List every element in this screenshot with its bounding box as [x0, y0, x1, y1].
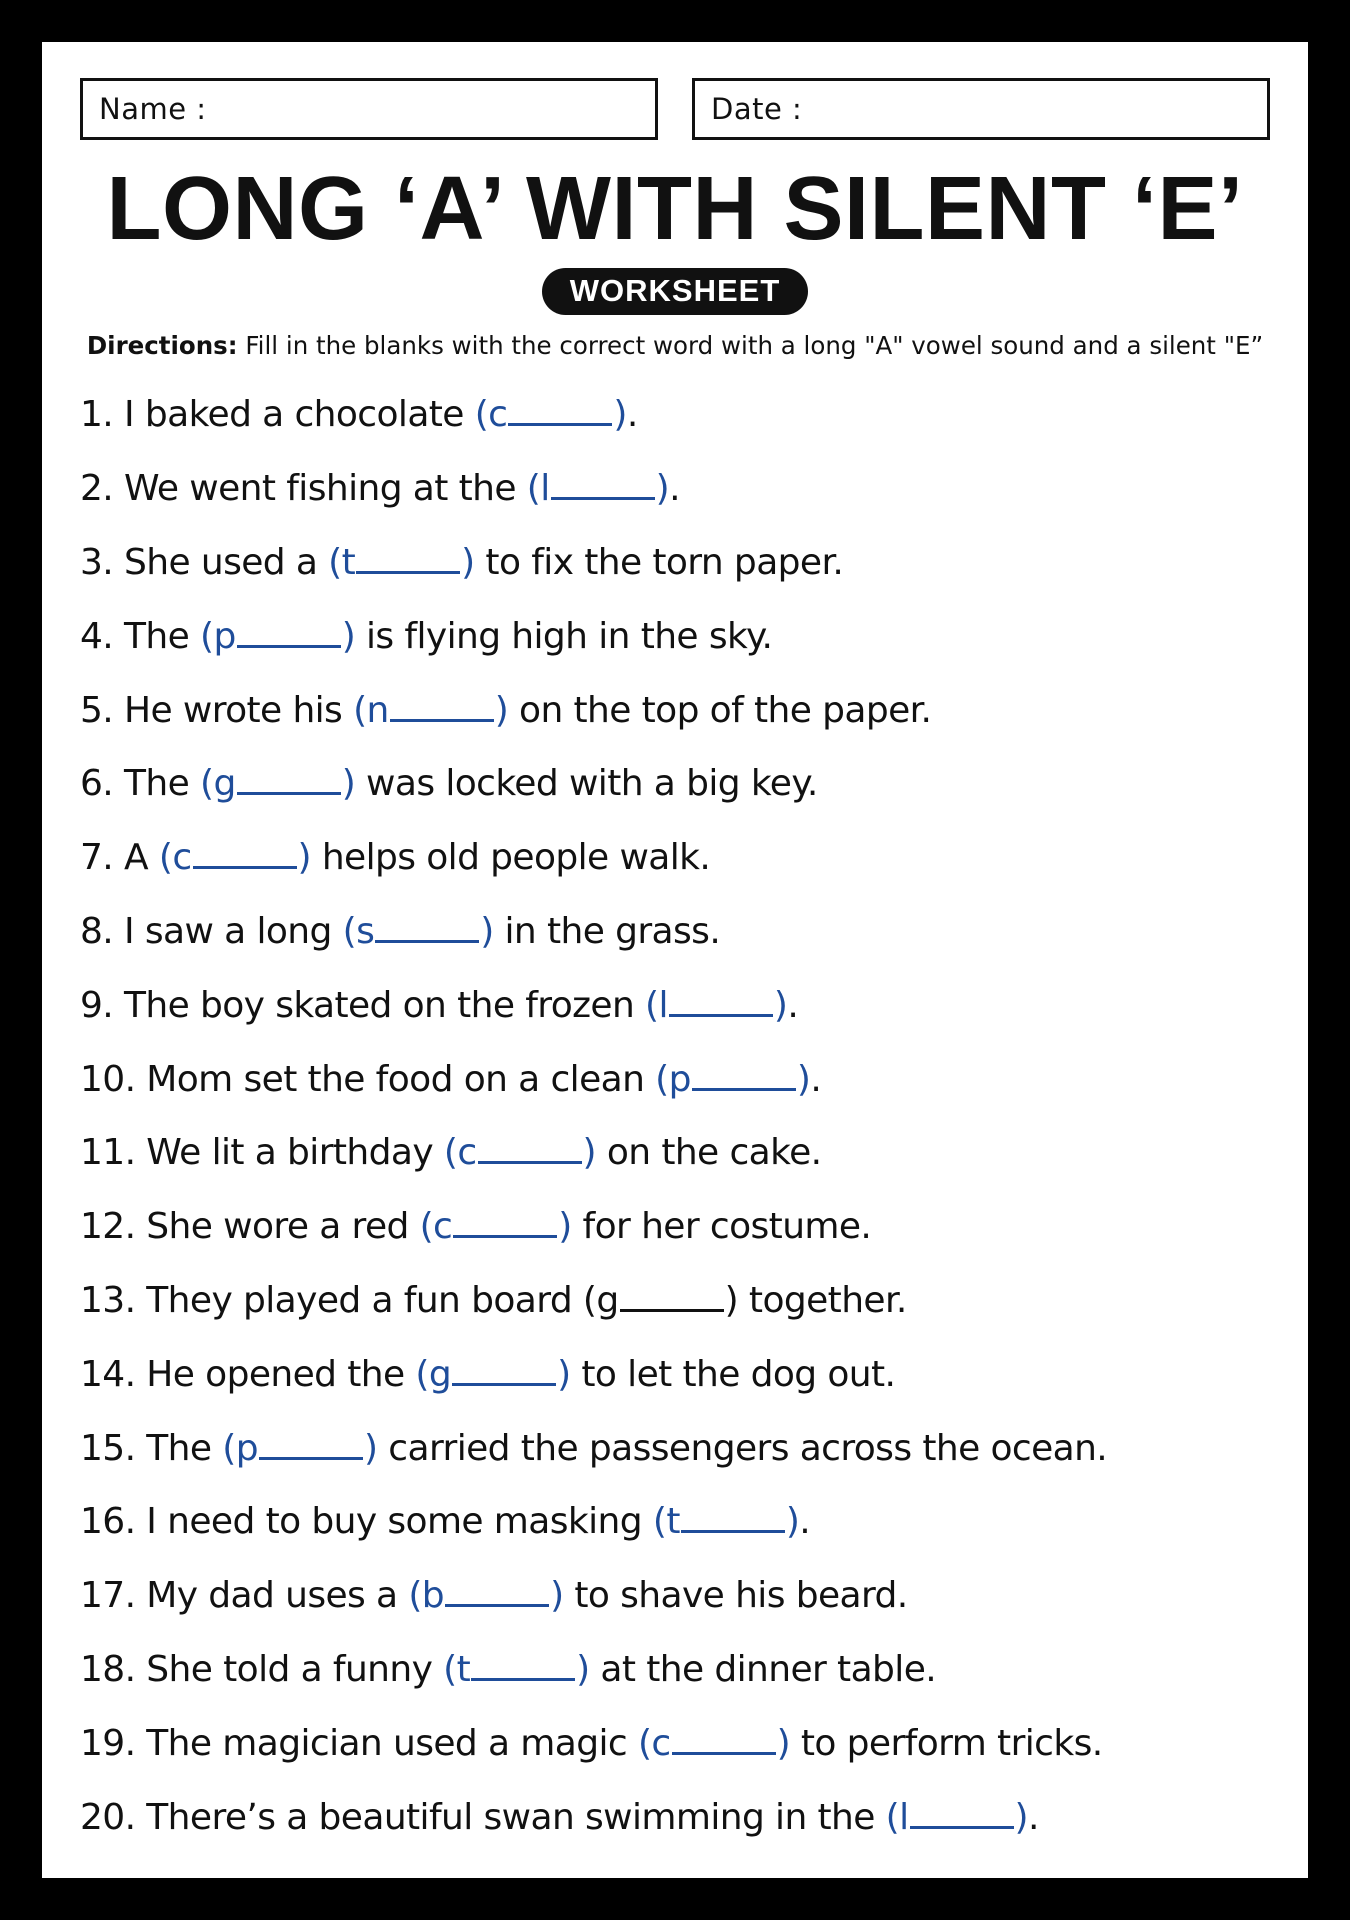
blank-line[interactable]: [471, 1652, 575, 1681]
blank-close-paren: ): [613, 394, 627, 436]
blank-close-paren: ): [364, 1427, 378, 1469]
blank-open-paren: (: [474, 394, 489, 436]
question-item: [80, 968, 1270, 1042]
blank-hint-letter: c: [488, 394, 508, 436]
blank-close-paren: ): [785, 1501, 800, 1543]
blank-hint-letter: p: [235, 1427, 259, 1469]
question-item: [80, 1559, 1270, 1633]
blank-line[interactable]: [672, 1726, 776, 1755]
question-item: [80, 1337, 1270, 1411]
question-text-after: carried the passengers across the ocean.: [377, 1427, 1108, 1469]
blank-hint-letter: l: [899, 1796, 909, 1838]
question-item: [80, 673, 1270, 747]
question-text-after: to shave his beard.: [563, 1575, 908, 1617]
question-text-after: .: [1027, 1796, 1039, 1838]
question-item: [80, 1116, 1270, 1190]
blank-close-paren: ): [557, 1353, 571, 1395]
question-text-before: 3. She used a: [80, 541, 329, 583]
question-text-after: .: [810, 1058, 822, 1100]
blank-open-paren: (: [353, 689, 367, 731]
question-text-after: is flying high in the sky.: [355, 615, 773, 657]
question-text-after: together.: [738, 1279, 907, 1321]
question-text-before: 13. They played a fun board: [80, 1279, 583, 1321]
question-item: [80, 599, 1270, 673]
question-text-after: .: [787, 984, 799, 1026]
blank-close-paren: ): [776, 1722, 791, 1764]
question-text-after: on the top of the paper.: [508, 689, 932, 731]
blank-close-paren: ): [773, 984, 788, 1026]
blank-close-paren: ): [461, 541, 475, 583]
date-field[interactable]: [692, 78, 1270, 140]
blank-hint-letter: t: [456, 1648, 471, 1690]
blank-open-paren: (: [645, 984, 659, 1026]
question-item: [80, 747, 1270, 821]
name-field[interactable]: [80, 78, 658, 140]
blank-line[interactable]: [237, 766, 341, 795]
blank-close-paren: ): [796, 1058, 811, 1100]
blank-close-paren: ): [480, 910, 494, 952]
question-item: [80, 1264, 1270, 1338]
blank-open-paren: (: [526, 468, 541, 510]
blank-open-paren: (: [582, 1279, 597, 1321]
blank-line[interactable]: [478, 1135, 582, 1164]
question-item: [80, 1411, 1270, 1485]
question-item: [80, 1633, 1270, 1707]
blank-open-paren: (: [652, 1501, 667, 1543]
answer-blank[interactable]: [200, 616, 355, 657]
date-input[interactable]: [802, 80, 1267, 138]
question-text-before: 15. The: [80, 1427, 223, 1469]
answer-blank[interactable]: [886, 1797, 1028, 1838]
answer-blank[interactable]: [583, 1280, 738, 1321]
blank-hint-letter: t: [666, 1501, 680, 1543]
question-item: [80, 821, 1270, 895]
question-text-after: helps old people walk.: [310, 837, 711, 879]
blank-close-paren: ): [550, 1575, 564, 1617]
directions-label: Directions:: [86, 331, 238, 360]
blank-line[interactable]: [453, 1209, 557, 1238]
blank-hint-letter: c: [651, 1722, 671, 1764]
blank-hint-letter: g: [428, 1353, 452, 1395]
question-text-before: 1. I baked a chocolate: [80, 394, 475, 436]
question-text-before: 16. I need to buy some masking: [80, 1501, 653, 1543]
blank-close-paren: ): [341, 615, 356, 657]
question-text-before: 8. I saw a long: [80, 910, 343, 952]
question-text-before: 6. The: [80, 763, 200, 805]
blank-hint-letter: b: [421, 1575, 445, 1617]
blank-line[interactable]: [375, 914, 479, 943]
answer-blank[interactable]: [408, 1575, 563, 1616]
blank-open-paren: (: [443, 1648, 457, 1690]
blank-close-paren: ): [558, 1206, 572, 1248]
answer-blank[interactable]: [415, 1354, 570, 1395]
question-text-after: .: [799, 1501, 811, 1543]
question-item: [80, 1780, 1270, 1854]
blank-line[interactable]: [910, 1800, 1014, 1829]
answer-blank[interactable]: [328, 542, 474, 583]
question-item: [80, 1042, 1270, 1116]
blank-line[interactable]: [259, 1431, 363, 1460]
question-text-before: 7. A: [80, 837, 159, 879]
header-fields: [80, 78, 1270, 140]
answer-blank[interactable]: [444, 1132, 596, 1173]
question-item: [80, 526, 1270, 600]
question-text-after: at the dinner table.: [589, 1648, 937, 1690]
question-text-after: for her costume.: [571, 1206, 872, 1248]
question-item: [80, 1485, 1270, 1559]
question-text-after: on the cake.: [596, 1132, 822, 1174]
blank-open-paren: (: [443, 1132, 458, 1174]
blank-close-paren: ): [494, 689, 509, 731]
blank-open-paren: (: [415, 1353, 429, 1395]
blank-open-paren: (: [885, 1796, 900, 1838]
question-text-before: 14. He opened the: [80, 1353, 416, 1395]
question-text-before: 11. We lit a birthday: [80, 1132, 444, 1174]
question-text-after: was locked with a big key.: [355, 763, 818, 805]
blank-hint-letter: p: [213, 615, 236, 657]
blank-open-paren: (: [158, 837, 173, 879]
blank-open-paren: (: [637, 1722, 652, 1764]
blank-line[interactable]: [551, 471, 655, 500]
answer-blank[interactable]: [222, 1428, 377, 1469]
answer-blank[interactable]: [645, 985, 787, 1026]
page-title: LONG ‘A’ WITH SILENT ‘E’: [106, 159, 1244, 259]
name-label: Name :: [99, 92, 207, 126]
blank-open-paren: (: [222, 1427, 236, 1469]
answer-blank[interactable]: [353, 690, 508, 731]
blank-close-paren: ): [297, 837, 311, 879]
blank-open-paren: (: [200, 615, 214, 657]
blank-line[interactable]: [237, 619, 341, 648]
blank-hint-letter: l: [540, 468, 550, 510]
question-text-before: 9. The boy skated on the frozen: [80, 984, 646, 1026]
question-item: [80, 452, 1270, 526]
blank-line[interactable]: [692, 1062, 796, 1091]
answer-blank[interactable]: [527, 468, 669, 509]
question-item: [80, 1190, 1270, 1264]
blank-hint-letter: c: [172, 837, 192, 879]
answer-blank[interactable]: [475, 394, 627, 435]
blank-open-paren: (: [328, 541, 342, 583]
directions-text: Fill in the blanks with the correct word with a long "A" vowel sound and a silent "E”: [237, 331, 1264, 360]
answer-blank[interactable]: [655, 1059, 810, 1100]
question-text-after: in the grass.: [493, 910, 721, 952]
question-text-before: 12. She wore a red: [80, 1206, 420, 1248]
answer-blank[interactable]: [443, 1649, 589, 1690]
answer-blank[interactable]: [200, 763, 355, 804]
blank-hint-letter: c: [433, 1206, 453, 1248]
question-text-after: .: [626, 394, 638, 436]
question-item: [80, 895, 1270, 969]
question-text-before: 18. She told a funny: [80, 1648, 444, 1690]
blank-close-paren: ): [576, 1648, 590, 1690]
question-list: [80, 378, 1270, 1854]
question-item: [80, 1706, 1270, 1780]
name-input[interactable]: [207, 80, 655, 138]
blank-line[interactable]: [193, 840, 297, 869]
blank-open-paren: (: [408, 1575, 422, 1617]
question-item: [80, 378, 1270, 452]
answer-blank[interactable]: [653, 1501, 799, 1542]
blank-hint-letter: g: [596, 1279, 619, 1321]
date-label: Date :: [711, 92, 803, 126]
question-text-before: 4. The: [80, 615, 200, 657]
blank-line[interactable]: [356, 545, 460, 574]
blank-open-paren: (: [419, 1206, 434, 1248]
blank-hint-letter: c: [457, 1132, 477, 1174]
blank-line[interactable]: [620, 1283, 724, 1312]
question-text-after: to let the dog out.: [570, 1353, 896, 1395]
blank-line[interactable]: [681, 1504, 785, 1533]
worksheet-page: [42, 42, 1308, 1878]
blank-line[interactable]: [508, 397, 612, 426]
blank-close-paren: ): [724, 1279, 739, 1321]
blank-line[interactable]: [452, 1357, 556, 1386]
answer-blank[interactable]: [343, 911, 494, 952]
blank-hint-letter: s: [356, 910, 375, 952]
blank-close-paren: ): [655, 468, 670, 510]
blank-line[interactable]: [445, 1578, 549, 1607]
answer-blank[interactable]: [638, 1723, 790, 1764]
question-text-after: to fix the torn paper.: [474, 541, 844, 583]
question-text-before: 19. The magician used a magic: [80, 1722, 638, 1764]
blank-close-paren: ): [1014, 1796, 1028, 1838]
question-text-before: 17. My dad uses a: [80, 1575, 409, 1617]
question-text-before: 20. There’s a beautiful swan swimming in the: [80, 1796, 886, 1838]
blank-hint-letter: p: [668, 1058, 691, 1100]
worksheet-badge: WORKSHEET: [542, 268, 809, 315]
answer-blank[interactable]: [420, 1206, 572, 1247]
blank-hint-letter: t: [341, 541, 356, 583]
blank-close-paren: ): [341, 763, 356, 805]
blank-open-paren: (: [655, 1058, 669, 1100]
badge-wrap: [80, 268, 1270, 315]
blank-close-paren: ): [582, 1132, 596, 1174]
blank-open-paren: (: [200, 763, 214, 805]
question-text-before: 5. He wrote his: [80, 689, 354, 731]
question-text-after: .: [669, 468, 680, 510]
blank-line[interactable]: [669, 988, 773, 1017]
blank-line[interactable]: [390, 693, 494, 722]
directions: [80, 331, 1270, 360]
blank-open-paren: (: [342, 910, 357, 952]
question-text-before: 10. Mom set the food on a clean: [80, 1058, 656, 1100]
question-text-after: to perform tricks.: [790, 1722, 1103, 1764]
question-text-before: 2. We went fishing at the: [80, 468, 527, 510]
blank-hint-letter: l: [658, 984, 668, 1026]
answer-blank[interactable]: [159, 837, 311, 878]
blank-hint-letter: g: [213, 763, 236, 805]
blank-hint-letter: n: [366, 689, 389, 731]
